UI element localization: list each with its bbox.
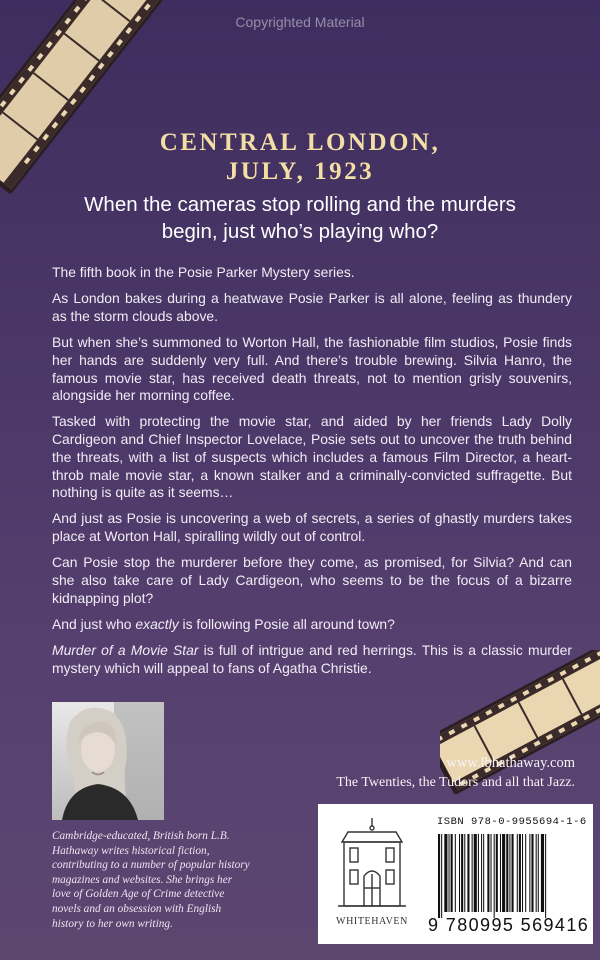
publisher-logo: [328, 814, 416, 936]
tagline-line-1: When the cameras stop rolling and the murders: [84, 193, 516, 216]
barcode-bar: [478, 834, 479, 912]
barcode-bar: [496, 834, 498, 912]
tagline: [40, 191, 560, 245]
blurb-paragraph: The fifth book in the Posie Parker Mystery series.: [52, 264, 355, 280]
barcode-bar: [461, 834, 463, 912]
isbn-digits: 9 780995 569416: [428, 915, 590, 935]
blurb-paragraph: And just as Posie is uncovering a web of secrets, a series of ghastly murders takes place at Worton Hall, spiralling wildly out of control.: [52, 510, 572, 545]
barcode-bar: [538, 834, 539, 912]
barcode-bar: [474, 834, 477, 912]
blurb-paragraph: Tasked with protecting the movie star, and aided by her friends Lady Dolly Cardigeon and Chief Inspector Lovelace, Posie sets out to uncover the truth behind the threats, with a list of suspects which includes a famous Film Director, a heart-throb male movie star, a known stalker and a criminally-convicted suffragette. But nothing is quite as it seems…: [52, 413, 572, 501]
barcode-bar: [464, 834, 465, 912]
barcode-bar: [483, 834, 484, 912]
barcode-bar: [500, 834, 501, 912]
barcode-bar: [487, 834, 489, 912]
barcode-bar: [525, 834, 526, 912]
barcode-bar: [467, 834, 469, 912]
barcode-bar: [531, 834, 533, 912]
copyright-watermark: Copyrighted Material: [235, 14, 365, 30]
blurb-paragraph: As London bakes during a heatwave Posie Parker is all alone, feeling as thundery as the storm clouds above.: [52, 290, 572, 324]
emphasis: exactly: [135, 615, 179, 632]
barcode-bar: [506, 834, 508, 912]
blurb-paragraph: Can Posie stop the murderer before they come, as promised, for Silvia? And can she also take care of Lady Cardigeon, who seems to be the focus of a bizarre kidnapping plot?: [52, 554, 572, 606]
barcode-bar: [522, 834, 523, 912]
barcode-bar: [491, 834, 492, 912]
blurb: [52, 264, 572, 686]
barcode-bar: [449, 834, 450, 912]
isbn-label: ISBN 978-0-9955694-1-6: [437, 816, 587, 828]
barcode-bar: [529, 834, 530, 912]
blurb-paragraph: [52, 642, 572, 677]
barcode-bar: [451, 834, 453, 912]
barcode-bar: [502, 834, 505, 912]
heading-line-1: CENTRAL LONDON,: [159, 129, 441, 156]
text-run: is following Posie all around town?: [178, 615, 395, 632]
barcode-bar: [536, 834, 537, 912]
author-website[interactable]: www.lbhathaway.com: [446, 755, 575, 771]
blurb-paragraph: But when she’s summoned to Worton Hall, the fashionable film studios, Posie finds her hands are suddenly very full. And there’s trouble brewing. Silvia Hanro, the famous movie star, has received death threats, not to mention grisly souvenirs, alongside her morning coffee.: [52, 334, 572, 404]
author-bio: Cambridge-educated, British born L.B. Hathaway writes historical fiction, contributing to a number of popular history magazines and websites. She brings her love of Golden Age of Crime detective novels and an obsession with English history to her own writing.: [52, 830, 250, 930]
barcode-bar: [472, 834, 473, 912]
text-run: And just who: [52, 615, 136, 632]
barcode-bar: [444, 834, 447, 912]
barcode-bar: [494, 834, 495, 918]
heading-line-2: JULY, 1923: [225, 158, 375, 185]
tagline-line-2: begin, just who’s playing who?: [161, 220, 439, 243]
barcode-bar: [438, 834, 440, 918]
barcode-bar: [545, 834, 546, 918]
barcode-bar: [519, 834, 521, 912]
publisher-name: WHITEHAVEN: [336, 916, 408, 927]
barcode-bar: [509, 834, 510, 912]
barcode-bar: [512, 834, 514, 912]
author-slogan: The Twenties, the Tudors and all that Jazz.: [336, 775, 575, 790]
barcode-bar: [455, 834, 456, 912]
barcode: [438, 834, 586, 918]
barcode-bar: [541, 834, 544, 912]
setting-heading: [0, 128, 600, 186]
text-run: is full of intrigue and red herrings. This is a classic murder mystery which will appeal to fans of Agatha Christie.: [52, 642, 572, 676]
barcode-bar: [459, 834, 460, 912]
barcode-panel: [318, 804, 593, 944]
barcode-bar: [481, 834, 482, 912]
blurb-paragraph: [52, 616, 572, 634]
barcode-bar: [517, 834, 518, 912]
author-photo: [52, 702, 164, 820]
barcode-bar: [441, 834, 442, 918]
book-title: Murder of a Movie Star: [52, 642, 199, 659]
